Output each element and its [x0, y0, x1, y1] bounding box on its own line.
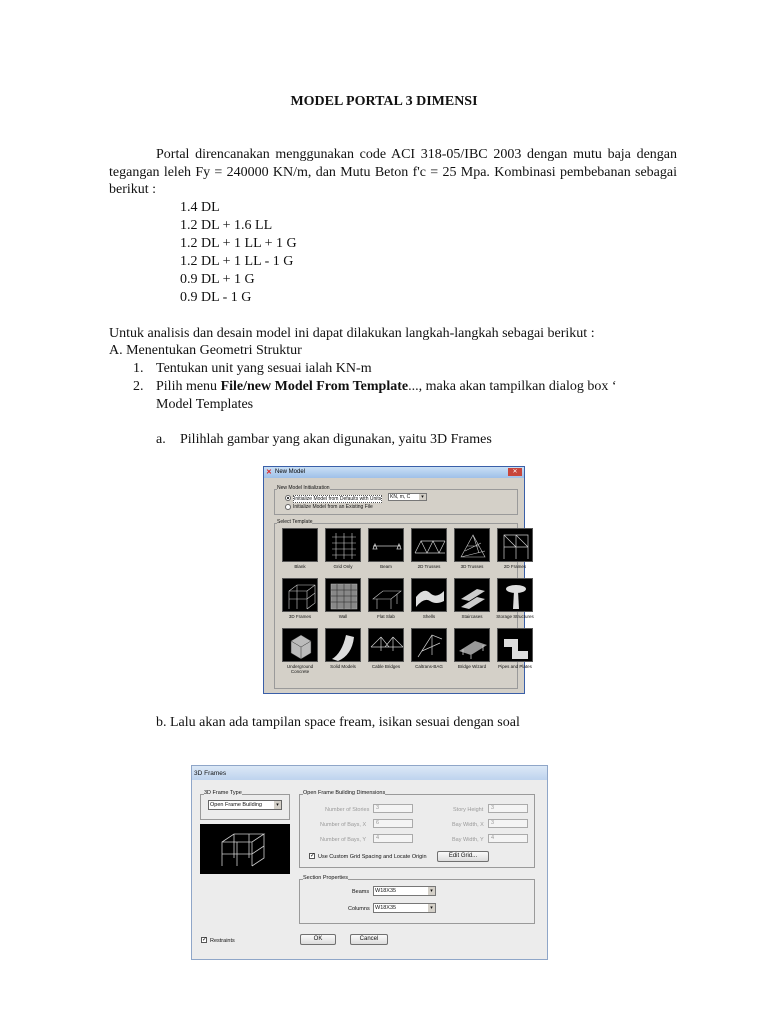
template-tile-wall[interactable] — [325, 578, 361, 612]
bay-width-y-label: Bay Width, Y — [452, 837, 484, 843]
storage-structure-icon — [498, 579, 533, 612]
template-label: 2D Frames — [503, 564, 527, 569]
template-label: Pipes and Plates — [498, 664, 532, 669]
section-group-label: Section Properties — [303, 875, 348, 881]
blank-icon — [283, 529, 318, 562]
caltrans-bag-icon — [412, 629, 447, 662]
template-tile-caltrans-bag[interactable] — [411, 628, 447, 662]
page-title: MODEL PORTAL 3 DIMENSI — [290, 94, 478, 109]
template-label: 3D Trusses — [460, 564, 484, 569]
restraints-label: Restraints — [210, 938, 235, 944]
frames-dialog — [191, 765, 548, 960]
combination-item: 0.9 DL - 1 G — [180, 290, 252, 305]
chevron-down-icon: ▾ — [274, 801, 281, 809]
restraints-checkbox[interactable]: ✓ — [202, 937, 208, 943]
beams-label: Beams — [352, 889, 370, 895]
story-height-input[interactable]: 3 — [488, 804, 528, 813]
flat-slab-icon — [369, 579, 404, 612]
num-stories-input[interactable]: 3 — [373, 804, 413, 813]
step-number: 2. — [133, 379, 144, 394]
new-model-dialog — [263, 466, 534, 694]
combination-item: 1.2 DL + 1 LL + 1 G — [180, 236, 297, 251]
dimensions-group-label: Open Frame Building Dimensions — [303, 790, 386, 796]
intro-paragraph: Portal direncanakan menggunakan code ACI 318-05/IBC 2003 dengan mutu baja dengan tegangan leleh Fy = 240000 KN/m, dan Mutu Beton f'c = 25 Mpa. Kombinasi pembebanan sebagai berikut : — [109, 147, 677, 197]
step-text: Tentukan unit yang sesuai ialah KN-m — [156, 361, 372, 376]
template-label: 2D Trusses — [417, 564, 441, 569]
step-text-pre: Pilih menu — [156, 379, 221, 394]
template-tile-bridge-wizard[interactable] — [454, 628, 490, 662]
beams-value: W18X35 — [375, 888, 397, 894]
combination-item: 1.4 DL — [180, 200, 220, 215]
bay-width-y-input[interactable]: 4 — [488, 834, 528, 843]
template-label: Caltrans-BAG — [415, 664, 443, 669]
template-label: Wall — [338, 614, 348, 619]
template-label: 3D Frames — [288, 614, 312, 619]
columns-select[interactable] — [373, 903, 436, 913]
shell-icon — [412, 579, 447, 612]
template-tile-frame-2d[interactable] — [497, 528, 533, 562]
title-bar — [264, 467, 524, 478]
template-tile-grid[interactable] — [325, 528, 361, 562]
custom-grid-label: Use Custom Grid Spacing and Locate Origin — [318, 854, 427, 860]
units-select[interactable] — [388, 493, 427, 501]
frame-type-select[interactable] — [208, 800, 282, 810]
bay-width-x-input[interactable]: 3 — [488, 819, 528, 828]
title-bar — [192, 766, 547, 780]
sub-step-letter: a. — [156, 432, 166, 447]
ok-button[interactable]: OK — [300, 934, 336, 945]
truss-2d-icon — [412, 529, 447, 562]
truss-3d-icon — [455, 529, 490, 562]
combination-item: 1.2 DL + 1 LL - 1 G — [180, 254, 294, 269]
template-label: Underground Concrete — [286, 664, 314, 674]
cable-bridge-icon — [369, 629, 404, 662]
template-tile-shell[interactable] — [411, 578, 447, 612]
cancel-button[interactable]: Cancel — [350, 934, 388, 945]
staircase-icon — [455, 579, 490, 612]
frame-2d-icon — [498, 529, 533, 562]
template-tile-storage-structure[interactable] — [497, 578, 533, 612]
step-number: 1. — [133, 361, 144, 376]
dialog-title: 3D Frames — [194, 770, 227, 777]
beam-icon — [369, 529, 404, 562]
template-tile-flat-slab[interactable] — [368, 578, 404, 612]
template-label: Beam — [380, 564, 392, 569]
template-tile-solid-model[interactable] — [325, 628, 361, 662]
template-tile-pipes-plates[interactable] — [497, 628, 533, 662]
init-group-label: New Model Initialization — [277, 485, 330, 491]
frame-type-label: 3D Frame Type — [204, 790, 242, 796]
template-group-label: Select Template — [277, 519, 313, 525]
template-label: Bridge Wizard — [457, 664, 487, 669]
init-defaults-radio[interactable] — [285, 495, 291, 501]
grid-icon — [326, 529, 361, 562]
underground-concrete-icon — [283, 629, 318, 662]
template-label: Staircases — [461, 614, 483, 619]
template-tile-truss-3d[interactable] — [454, 528, 490, 562]
custom-grid-checkbox[interactable]: ✓ — [310, 853, 316, 859]
bay-width-x-label: Bay Width, X — [452, 822, 484, 828]
template-tile-cable-bridge[interactable] — [368, 628, 404, 662]
frame-type-value: Open Frame Building — [210, 802, 262, 808]
init-file-radio[interactable] — [285, 504, 291, 510]
story-height-label: Story Height — [453, 807, 484, 813]
template-tile-truss-2d[interactable] — [411, 528, 447, 562]
pipes-plates-icon — [498, 629, 533, 662]
frame-preview-icon — [200, 824, 290, 874]
template-label: Blank — [294, 564, 306, 569]
combination-item: 0.9 DL + 1 G — [180, 272, 255, 287]
solid-model-icon — [326, 629, 361, 662]
steps-intro: Untuk analisis dan desain model ini dapat dilakukan langkah-langkah sebagai berikut : — [109, 326, 595, 341]
template-label: Solid Models — [330, 664, 356, 669]
template-tile-blank[interactable] — [282, 528, 318, 562]
wall-icon — [326, 579, 361, 612]
bays-y-label: Number of Bays, Y — [320, 837, 367, 843]
units-value: KN, m, C — [390, 494, 411, 500]
chevron-down-icon: ▾ — [428, 904, 435, 912]
columns-label: Columns — [348, 906, 370, 912]
section-a-heading: A. Menentukan Geometri Struktur — [109, 343, 302, 358]
frame-3d-icon — [283, 579, 318, 612]
columns-value: W18X35 — [375, 905, 397, 911]
sub-step-text: Pilihlah gambar yang akan digunakan, yaitu 3D Frames — [180, 432, 492, 447]
menu-path: File/new Model From Template — [220, 379, 409, 394]
step-text — [156, 378, 617, 395]
close-button[interactable]: ✕ — [508, 468, 522, 476]
edit-grid-button[interactable]: Edit Grid... — [437, 851, 489, 862]
chevron-down-icon: ▾ — [419, 494, 426, 500]
app-logo-icon: ✕ — [266, 469, 272, 476]
bays-y-input[interactable]: 4 — [373, 834, 413, 843]
bays-x-input[interactable]: 6 — [373, 819, 413, 828]
template-tile-beam[interactable] — [368, 528, 404, 562]
template-tile-frame-3d[interactable] — [282, 578, 318, 612]
template-label: Storage Structures — [496, 614, 534, 619]
step-text-line2: Model Templates — [156, 397, 254, 412]
beams-select[interactable] — [373, 886, 436, 896]
frame-preview — [200, 824, 290, 874]
combination-item: 1.2 DL + 1.6 LL — [180, 218, 273, 233]
step-text-post: ..., maka akan tampilkan dialog box ‘ — [408, 379, 617, 394]
bridge-wizard-icon — [455, 629, 490, 662]
sub-step-b: b. Lalu akan ada tampilan space fream, isikan sesuai dengan soal — [156, 715, 520, 730]
template-label: Shells — [422, 614, 436, 619]
template-label: Flat Slab — [377, 614, 395, 619]
template-label: Grid Only — [333, 564, 353, 569]
chevron-down-icon: ▾ — [428, 887, 435, 895]
template-tile-staircase[interactable] — [454, 578, 490, 612]
num-stories-label: Number of Stories — [325, 807, 370, 813]
init-file-label[interactable]: Initialize Model from an Existing File — [293, 504, 373, 510]
template-label: Cable Bridges — [371, 664, 401, 669]
bays-x-label: Number of Bays, X — [320, 822, 367, 828]
dialog-title: New Model — [275, 469, 306, 475]
template-tile-underground-concrete[interactable] — [282, 628, 318, 662]
init-defaults-label[interactable]: Initialize Model from Defaults with Units — [294, 496, 382, 502]
